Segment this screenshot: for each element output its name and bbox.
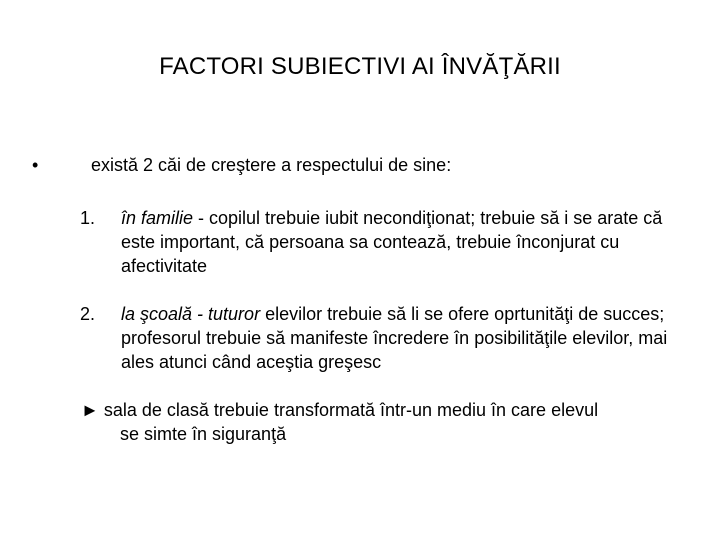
list-item-emphasis: în familie: [121, 208, 194, 228]
arrow-point-line-2: se simte în siguranţă: [120, 424, 287, 444]
arrow-text-1: sala de clasă trebuie transformată într-un mediu în care elevul: [103, 400, 599, 420]
list-item-text: [121, 206, 681, 278]
slide-title: FACTORI SUBIECTIVI AI ÎNVĂŢĂRII: [159, 53, 561, 80]
bullet-text: există 2 căi de creştere a respectului de sine:: [91, 155, 452, 175]
list-item-number: 1.: [80, 208, 96, 228]
list-item-emphasis: la şcoală - tuturor: [121, 304, 261, 324]
list-item-text: [121, 302, 681, 374]
arrow-point-line-1: [81, 398, 681, 422]
list-item-number: 2.: [80, 304, 96, 324]
list-item-rest: elevilor trebuie să li se ofere oprtunităţi de succes; profesorul trebuie să manifeste încredere în posibilităţile elevilor, mai ales atunci când aceştia greşesc: [121, 304, 668, 372]
list-item-rest: - copilul trebuie iubit necondiţionat; trebuie să i se arate că este important, că persoana sa contează, trebuie înconjurat cu afectivitate: [121, 208, 663, 276]
arrow-icon: ►: [81, 400, 99, 420]
arrow-point: [81, 398, 681, 446]
bullet-icon: •: [32, 155, 39, 175]
